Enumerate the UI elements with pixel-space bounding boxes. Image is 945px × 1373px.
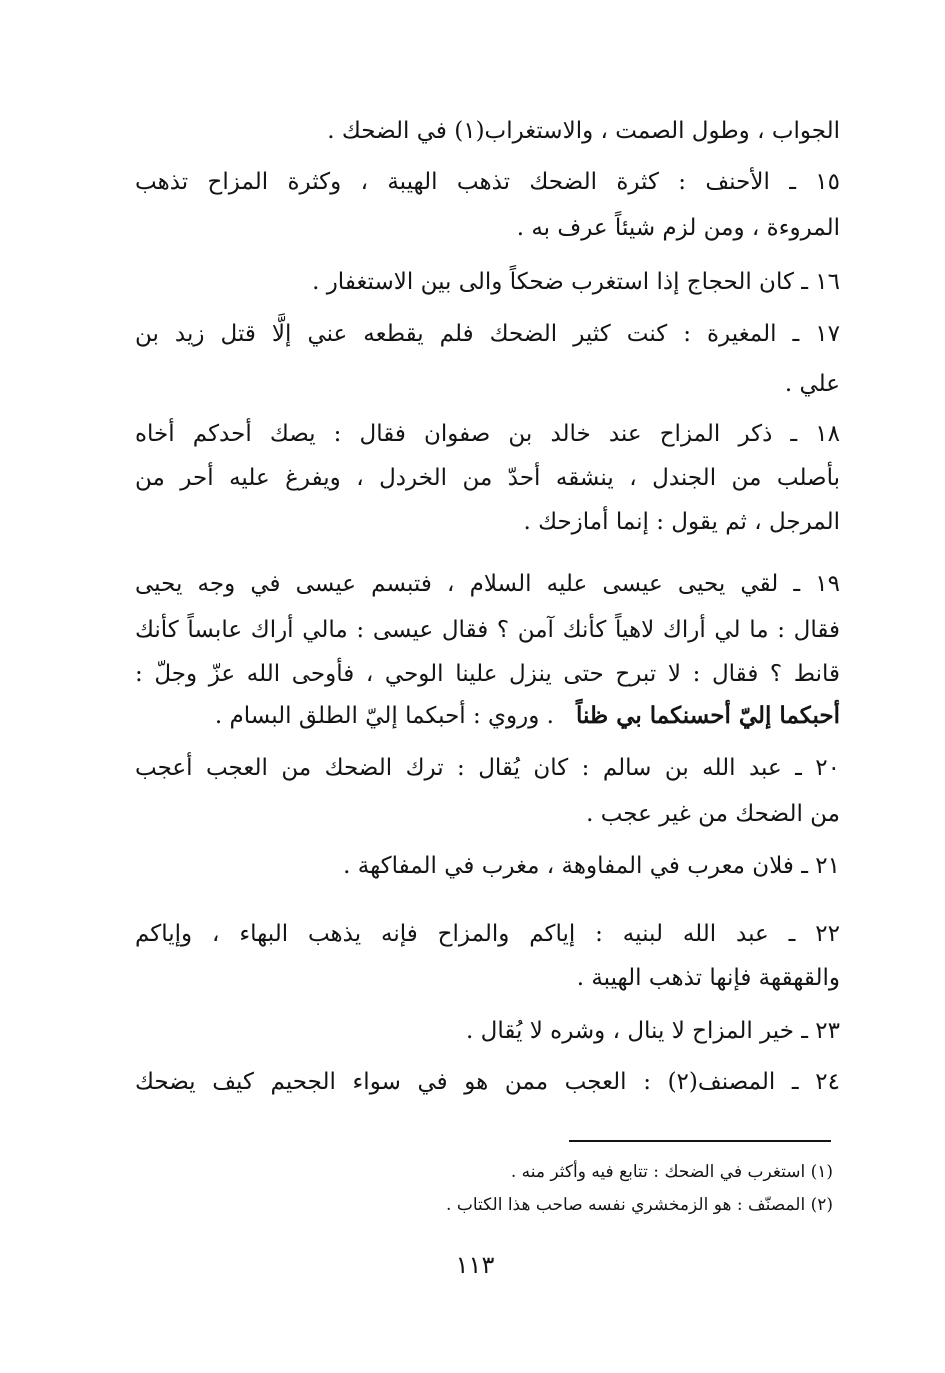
text-line: ٢٤ ـ المصنف(٢) : العجب ممن هو في سواء الجحيم كيف يضحك [135, 1069, 840, 1095]
text-line: الجواب ، وطول الصمت ، والاستغراب(١) في الضحك . [327, 118, 840, 144]
text-line: ٢٣ ـ خير المزاح لا ينال ، وشره لا يُقال . [466, 1018, 840, 1044]
text-line: المروءة ، ومن لزم شيئاً عرف به . [516, 215, 840, 241]
text-line: ٢٢ ـ عبد الله لبنيه : إياكم والمزاح فإنه يذهب البهاء ، وإياكم [135, 921, 840, 947]
quoted-saying: أحبكما إليّ أحسنكما بي ظناً [575, 702, 840, 729]
footnote-separator [569, 1140, 831, 1142]
text-line: ١٦ ـ كان الحجاج إذا استغرب ضحكاً والى بين الاستغفار . [312, 269, 840, 295]
text-line: ٢٠ ـ عبد الله بن سالم : كان يُقال : ترك الضحك من العجب أعجب [135, 755, 840, 781]
text-line: والقهقهة فإنها تذهب الهيبة . [576, 965, 840, 991]
footnote: (١) استغرب في الضحك : تتابع فيه وأكثر منه . [510, 1162, 833, 1182]
page-number: ١١٣ [455, 1251, 495, 1279]
text-line [215, 700, 840, 732]
text-line: علي . [784, 371, 840, 397]
footnote: (٢) المصنّف : هو الزمخشري نفسه صاحب هذا الكتاب . [446, 1195, 833, 1215]
text-line: ١٥ ـ الأحنف : كثرة الضحك تذهب الهيبة ، وكثرة المزاح تذهب [135, 169, 840, 195]
text-line: ١٩ ـ لقي يحيى عيسى عليه السلام ، فتبسم عيسى في وجه يحيى [135, 571, 840, 597]
text-line: من الضحك من غير عجب . [586, 801, 840, 827]
text-line: بأصلب من الجندل ، ينشقه أحدّ من الخردل ، ويفرغ عليه أحر من [135, 465, 840, 491]
text-span: . وروي : أحبكما إليّ الطلق البسام . [214, 703, 554, 729]
text-line: ١٨ ـ ذكر المزاح عند خالد بن صفوان فقال : يصك أحدكم أخاه [135, 421, 840, 447]
text-line: ٢١ ـ فلان معرب في المفاوهة ، مغرب في المفاكهة . [343, 853, 840, 879]
text-line: المرجل ، ثم يقول : إنما أمازحك . [523, 509, 840, 535]
text-line: ١٧ ـ المغيرة : كنت كثير الضحك فلم يقطعه عني إلَّا قتل زيد بن [135, 321, 840, 347]
text-line: قانط ؟ فقال : لا تبرح حتى ينزل علينا الوحي ، فأوحى الله عزّ وجلّ : [135, 661, 840, 687]
text-line: فقال : ما لي أراك لاهياً كأنك آمن ؟ فقال عيسى : مالي أراك عابساً كأنك [135, 617, 840, 643]
